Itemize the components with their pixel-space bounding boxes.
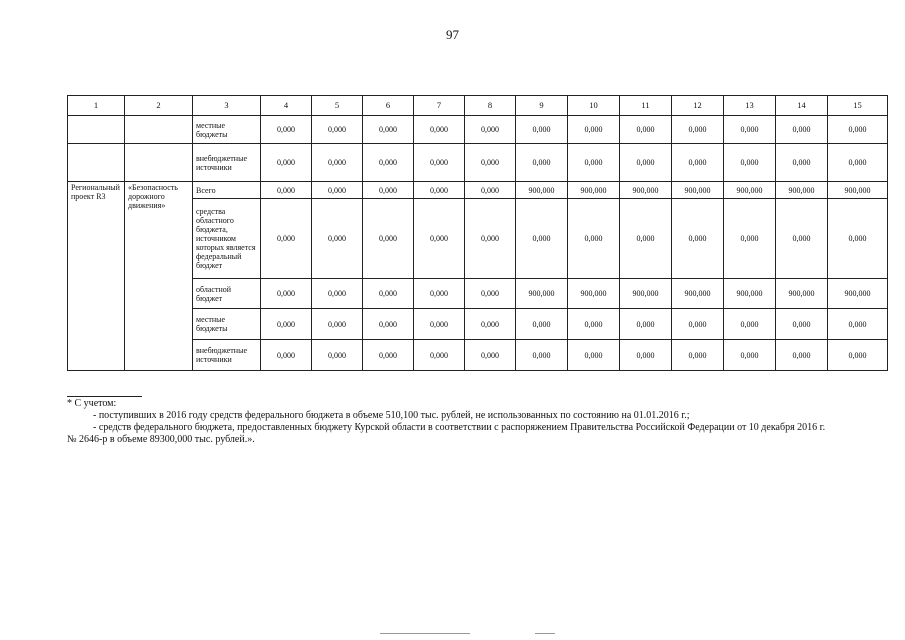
column-number-header: 5	[312, 96, 363, 116]
amount-cell: 0,000	[312, 199, 363, 279]
column-number-header: 10	[568, 96, 620, 116]
footnote-separator	[67, 396, 142, 397]
amount-cell: 900,000	[568, 279, 620, 309]
footnotes	[67, 398, 827, 446]
column-number-header: 7	[414, 96, 465, 116]
amount-cell: 0,000	[672, 309, 724, 340]
amount-cell: 900,000	[516, 279, 568, 309]
amount-cell: 0,000	[516, 116, 568, 144]
amount-cell: 0,000	[516, 144, 568, 182]
amount-cell: 0,000	[261, 144, 312, 182]
amount-cell: 0,000	[776, 144, 828, 182]
amount-cell: 900,000	[828, 182, 888, 199]
amount-cell: 0,000	[312, 182, 363, 199]
amount-cell: 0,000	[414, 309, 465, 340]
amount-cell: 0,000	[776, 199, 828, 279]
table-row	[68, 182, 888, 199]
amount-cell: 0,000	[261, 182, 312, 199]
amount-cell: 0,000	[724, 144, 776, 182]
empty-cell	[125, 116, 193, 144]
column-number-header: 14	[776, 96, 828, 116]
amount-cell: 900,000	[620, 279, 672, 309]
amount-cell: 0,000	[363, 199, 414, 279]
amount-cell: 900,000	[776, 182, 828, 199]
amount-cell: 0,000	[312, 309, 363, 340]
amount-cell: 0,000	[516, 309, 568, 340]
budget-table	[67, 95, 888, 371]
column-number-header: 3	[193, 96, 261, 116]
amount-cell: 0,000	[776, 116, 828, 144]
funding-source-label: внебюджетные источники	[193, 340, 261, 371]
amount-cell: 0,000	[363, 116, 414, 144]
amount-cell: 900,000	[776, 279, 828, 309]
amount-cell: 0,000	[828, 144, 888, 182]
amount-cell: 0,000	[465, 182, 516, 199]
project-title-cell: «Безопасность дорожного движения»	[125, 182, 193, 371]
amount-cell: 0,000	[828, 340, 888, 371]
funding-source-label: Всего	[193, 182, 261, 199]
scan-artifact	[535, 633, 555, 634]
amount-cell: 900,000	[516, 182, 568, 199]
empty-cell	[68, 116, 125, 144]
amount-cell: 0,000	[776, 309, 828, 340]
amount-cell: 0,000	[620, 116, 672, 144]
amount-cell: 0,000	[724, 116, 776, 144]
amount-cell: 0,000	[312, 279, 363, 309]
amount-cell: 0,000	[414, 340, 465, 371]
amount-cell: 900,000	[620, 182, 672, 199]
funding-source-label: местные бюджеты	[193, 116, 261, 144]
footnote-item: - поступивших в 2016 году средств федерального бюджета в объеме 510,100 тыс. рублей, не использованных по состоянию на 01.01.2016 г.;	[93, 410, 690, 421]
column-number-header: 9	[516, 96, 568, 116]
column-number-header: 2	[125, 96, 193, 116]
column-number-header: 6	[363, 96, 414, 116]
amount-cell: 0,000	[261, 279, 312, 309]
funding-source-label: средства областного бюджета, источником которых является федеральный бюджет	[193, 199, 261, 279]
amount-cell: 0,000	[672, 144, 724, 182]
amount-cell: 0,000	[672, 116, 724, 144]
amount-cell: 0,000	[465, 279, 516, 309]
footnote-title: * С учетом:	[67, 398, 117, 409]
amount-cell: 0,000	[828, 309, 888, 340]
amount-cell: 0,000	[465, 309, 516, 340]
page-number: 97	[446, 27, 459, 42]
amount-cell: 0,000	[312, 340, 363, 371]
amount-cell: 0,000	[312, 144, 363, 182]
column-number-header: 1	[68, 96, 125, 116]
amount-cell: 0,000	[414, 144, 465, 182]
amount-cell: 0,000	[568, 144, 620, 182]
scan-artifact	[380, 633, 470, 634]
amount-cell: 900,000	[724, 182, 776, 199]
amount-cell: 0,000	[568, 116, 620, 144]
column-number-header: 12	[672, 96, 724, 116]
funding-source-label: внебюджетные источники	[193, 144, 261, 182]
amount-cell: 0,000	[363, 309, 414, 340]
column-number-header: 13	[724, 96, 776, 116]
amount-cell: 0,000	[568, 309, 620, 340]
amount-cell: 0,000	[620, 340, 672, 371]
amount-cell: 0,000	[363, 340, 414, 371]
amount-cell: 0,000	[465, 116, 516, 144]
amount-cell: 0,000	[724, 340, 776, 371]
column-number-header: 15	[828, 96, 888, 116]
amount-cell: 0,000	[828, 116, 888, 144]
amount-cell: 0,000	[414, 182, 465, 199]
amount-cell: 0,000	[414, 199, 465, 279]
amount-cell: 0,000	[568, 199, 620, 279]
amount-cell: 0,000	[261, 340, 312, 371]
column-number-header: 8	[465, 96, 516, 116]
amount-cell: 0,000	[620, 144, 672, 182]
amount-cell: 0,000	[465, 144, 516, 182]
amount-cell: 900,000	[672, 279, 724, 309]
amount-cell: 0,000	[672, 199, 724, 279]
amount-cell: 0,000	[261, 309, 312, 340]
amount-cell: 0,000	[312, 116, 363, 144]
amount-cell: 900,000	[724, 279, 776, 309]
amount-cell: 900,000	[672, 182, 724, 199]
amount-cell: 0,000	[828, 199, 888, 279]
amount-cell: 0,000	[465, 199, 516, 279]
column-number-header: 4	[261, 96, 312, 116]
amount-cell: 0,000	[363, 144, 414, 182]
amount-cell: 0,000	[568, 340, 620, 371]
amount-cell: 0,000	[363, 279, 414, 309]
amount-cell: 0,000	[414, 279, 465, 309]
amount-cell: 0,000	[620, 309, 672, 340]
amount-cell: 900,000	[568, 182, 620, 199]
empty-cell	[125, 144, 193, 182]
amount-cell: 0,000	[261, 199, 312, 279]
amount-cell: 0,000	[620, 199, 672, 279]
table-body	[68, 96, 888, 371]
amount-cell: 0,000	[363, 182, 414, 199]
table-header-row	[68, 96, 888, 116]
amount-cell: 0,000	[672, 340, 724, 371]
amount-cell: 0,000	[261, 116, 312, 144]
amount-cell: 0,000	[776, 340, 828, 371]
project-name-cell: Региональный проект R3	[68, 182, 125, 371]
amount-cell: 900,000	[828, 279, 888, 309]
amount-cell: 0,000	[414, 116, 465, 144]
amount-cell: 0,000	[724, 309, 776, 340]
amount-cell: 0,000	[516, 199, 568, 279]
empty-cell	[68, 144, 125, 182]
funding-source-label: местные бюджеты	[193, 309, 261, 340]
amount-cell: 0,000	[724, 199, 776, 279]
footnote-item: - средств федерального бюджета, предоставленных бюджету Курской области в соответствии с распоряжением Правительства Российской Федерации от 10 декабря 2016 г. № 2646-р в объеме 89300,000 тыс. рублей.».	[67, 422, 826, 445]
amount-cell: 0,000	[516, 340, 568, 371]
amount-cell: 0,000	[465, 340, 516, 371]
table-row	[68, 116, 888, 144]
funding-source-label: областной бюджет	[193, 279, 261, 309]
column-number-header: 11	[620, 96, 672, 116]
table-row	[68, 144, 888, 182]
